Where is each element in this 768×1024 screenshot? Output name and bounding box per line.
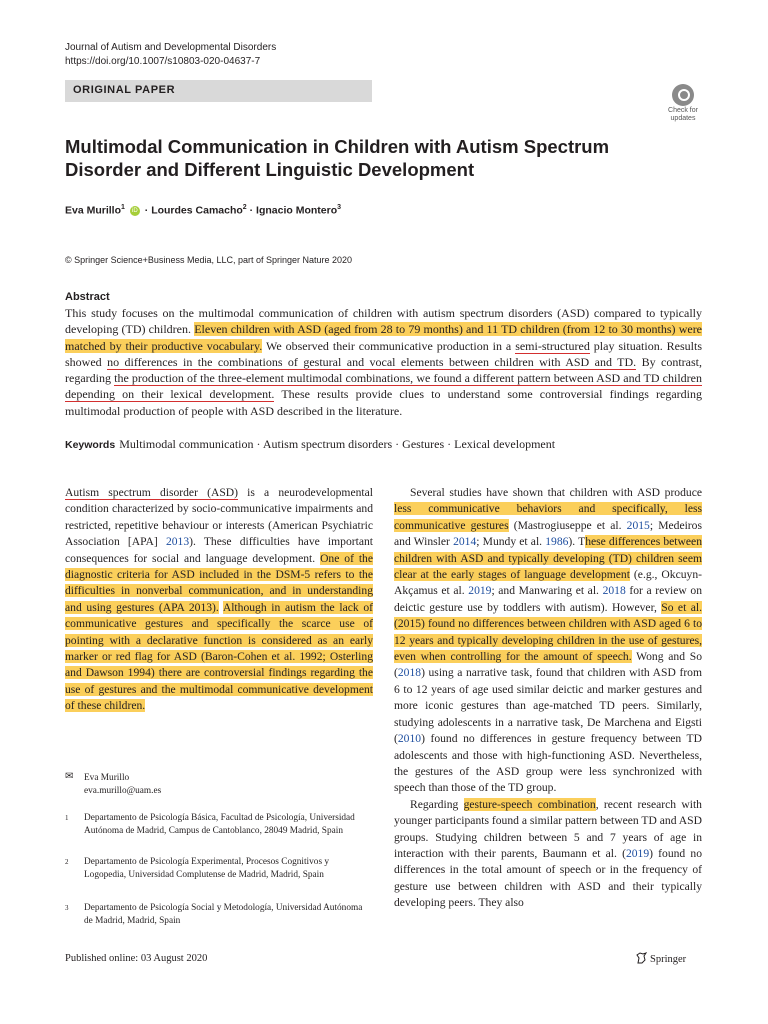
journal-name: Journal of Autism and Developmental Disorders [65,42,277,53]
author-3[interactable]: Ignacio Montero [256,204,338,217]
citation-link[interactable]: 2010 [397,732,422,746]
journal-doi[interactable]: https://doi.org/10.1007/s10803-020-04637-7 [65,56,261,67]
abstract-segment: This study focuses on the multimodal communication of children with autism spectrum disorders (ASD) compared to typically developing (TD) children. [65,306,702,337]
author-3-affil: 3 [337,204,342,211]
text-highlight: less communicative behaviors and specifically, less communicative gestures [394,502,702,532]
citation-link[interactable]: 2014 [453,535,477,549]
text-highlight: gesture-speech combination [463,797,596,811]
copyright-notice: © Springer Science+Business Media, LLC, part of Springer Nature 2020 [65,255,353,265]
text-segment: ; and Manwaring et al. [491,584,603,598]
affiliation-text: Departamento de Psicología Básica, Facultad de Psicología, Universidad Autónoma de Madrid, Campus de Cantoblanco, 28049 Madrid, Spain [84,813,355,836]
citation-link[interactable]: 2018 [602,584,626,598]
author-2-affil: 2 [242,204,247,211]
citation-link[interactable]: 2019 [468,584,492,598]
affiliation-number: 2 [65,858,69,866]
title-line-1: Multimodal Communication in Children with Autism Spectrum [65,136,610,157]
affiliation-1 [65,812,365,837]
paragraph [394,485,702,797]
author-separator: · [246,204,257,217]
check-for-updates-icon [672,84,694,106]
article-type-label: ORIGINAL PAPER [73,84,176,96]
author-2[interactable]: Lourdes Camacho [151,204,243,217]
citation-link[interactable]: 2015 [626,518,650,532]
author-1-affil: 1 [121,204,125,211]
text-segment: (Mastrogiuseppe et al. [508,518,627,532]
affiliation-text: Departamento de Psicología Social y Metodología, Universidad Autónoma de Madrid, Madrid, Spain [84,903,363,926]
paragraph [394,797,702,912]
citation-link[interactable]: 2018 [397,666,422,680]
citation-link[interactable]: 1986 [545,535,569,549]
abstract-underline: no differences in the combinations of gestural and vocal elements between children with ASD and TD. [107,354,637,369]
affiliation-text: Departamento de Psicología Experimental, Procesos Cognitivos y Logopedia, Universidad Complutense de Madrid, Madrid, Spain [84,857,330,880]
text-segment: ) using a narrative task, found that children with ASD from 6 to 12 years of age used similar deictic and marker gestures and more iconic gestures than age-matched TD peers. Similarly, studying adolescents in a narrative task, De Marchena and Eigsti ( [394,666,702,746]
text-segment: , recent research with younger participants found a similar pattern between TD and ASD groups. Studying children between 5 and 7 years of age in interaction with their parents, Baumann et al. ( [394,797,702,860]
journal-header [65,41,276,69]
text-segment: (e.g., Okcuyn-Akçamus et al. [394,568,702,598]
paragraph [65,485,373,715]
author-separator: · [141,204,152,217]
affiliation-3 [65,902,365,927]
text-segment: is a neurodevelopmental condition characterized by socio-communicative impairments and restricted, repetitive behaviour or interests (American Psychiatric Association [APA] [65,486,373,549]
badge-line1: Check for [668,107,698,114]
text-highlight: One of the diagnostic criteria for ASD included in the DSM-5 refers to the difficulties in nonverbal communication, and in understanding and using gestures (APA 2013). [65,551,373,614]
abstract-underline: semi-structured [515,338,590,353]
abstract-segment: play situation. Results showed [65,338,702,369]
author-list [65,204,341,217]
body-column-right [394,485,702,912]
keywords-label: Keywords [65,439,116,451]
published-date: Published online: 03 August 2020 [65,953,208,964]
contact-email[interactable]: eva.murillo@uam.es [84,785,162,796]
abstract-text [65,305,702,419]
title-line-2: Disorder and Different Linguistic Development [65,159,475,180]
citation-link[interactable]: 2019 [625,846,650,860]
text-segment: ; Mundy et al. [476,535,546,549]
abstract-underline: the production of the three-element multimodal combinations, we found a different pattern between ASD and TD children depending on their lexical development. [65,371,702,402]
abstract-segment: By contrast, regarding [65,354,702,386]
text-segment: ; Medeiros and Winsler [394,518,702,549]
body-column-left [65,485,373,715]
text-segment: Several studies have shown that children with ASD produce [410,486,702,499]
abstract-highlight: Eleven children with ASD (aged from 28 to 79 months) and 11 TD children (from 12 to 30 months) were matched by their productive vocabulary. [65,322,703,353]
text-segment: ) found no differences in the total amount of speech or in the frequency of gesture use between children with ASD and their typically developing peers. They also [394,846,702,910]
text-segment: Regarding [410,797,464,811]
orcid-icon[interactable]: iD [130,206,140,216]
abstract-segment: We observed their communicative production in a [262,338,516,353]
affiliation-2 [65,856,365,881]
springer-horse-icon [636,952,647,964]
author-1[interactable]: Eva Murillo [65,204,122,217]
text-segment: for a review on deictic gesture use by toddlers with autism). However, [394,584,702,614]
abstract-segment: These results provide clues to understand some controversial findings regarding multimodal production of people with ASD described in the literature. [65,387,703,418]
text-highlight: Although in autism the lack of communicative gestures and specifically the scarce use of pointing with a declarative function is considered as an early marker or red flag for ASD (Baron-Cohen et al. 1992; Osterling and Dawson 1994) there are controversial findings regarding the use of gestures and the multimodal communicative development of these children. [65,600,373,713]
keywords [65,437,555,452]
publisher-logo[interactable] [636,952,686,965]
text-segment: ) found no differences in gesture frequency between TD adolescents and those with high-functioning ASD. Nevertheless, the gestures of the ASD group were less synchronized with speech than those of the TD group. [394,732,702,795]
contact-name: Eva Murillo [84,773,130,783]
keywords-list: Multimodal communication · Autism spectrum disorders · Gestures · Lexical development [119,437,556,451]
publisher-name: Springer [650,954,687,965]
paper-title [65,135,695,181]
affiliation-number: 3 [65,904,69,912]
text-highlight: hese differences between children with ASD and typically developing (TD) children seem clear at the early stages of language development [394,535,702,582]
text-underline: Autism spectrum disorder (ASD) [65,486,238,499]
abstract-heading: Abstract [65,291,110,303]
check-for-updates-badge[interactable] [662,84,704,124]
text-segment: Wong and So ( [394,650,702,680]
text-segment: ). T [568,535,586,549]
affiliation-number: 1 [65,814,69,822]
citation-link[interactable]: 2013 [165,535,190,549]
corresponding-author [65,772,365,797]
envelope-icon: ✉ [65,771,74,782]
article-type-banner [65,80,372,102]
badge-line2: updates [670,115,696,122]
text-highlight: So et al. (2015) found no differences between children with ASD aged 6 to 12 years and typically developing children in the use of gestures, even when controlling for the amount of speech. [394,600,702,664]
text-segment: ). These difficulties have important consequences for social and language development. [65,535,374,565]
